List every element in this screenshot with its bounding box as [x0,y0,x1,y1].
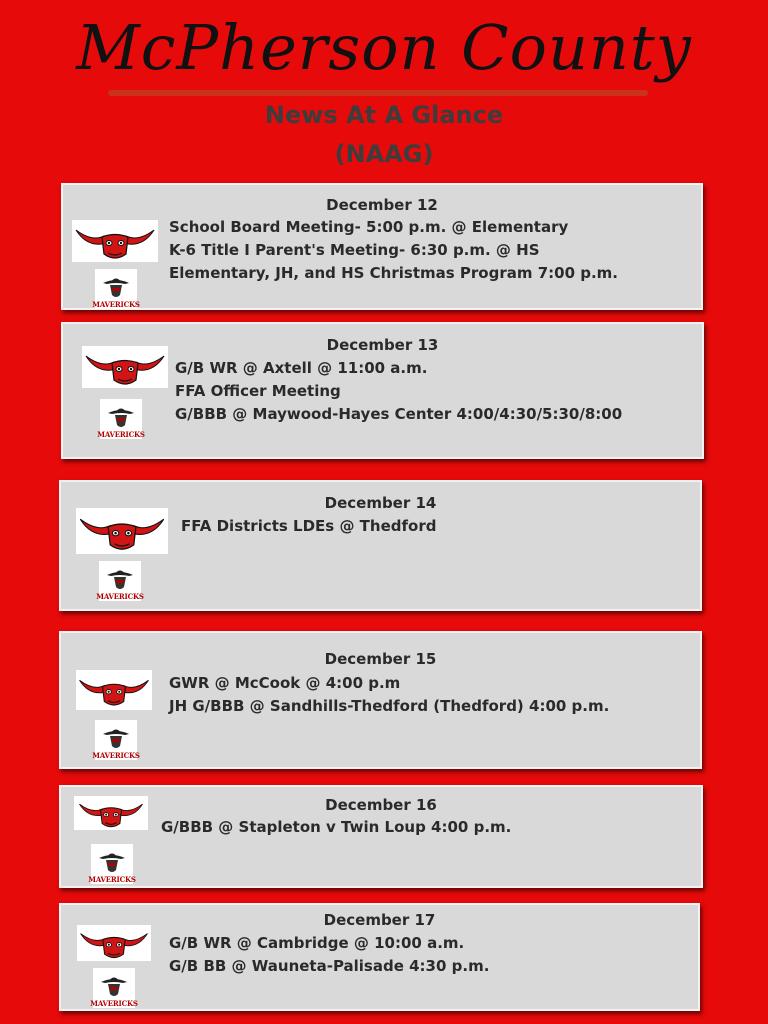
title-underline [108,90,648,96]
event-card-dec-14 [59,480,702,611]
mavericks-logo-text: MAVERICKS [88,875,136,884]
event-line: G/B BB @ Wauneta-Palisade 4:30 p.m. [169,957,490,975]
event-line: JH G/BBB @ Sandhills-Thedford (Thedford) 4:00 p.m. [169,697,610,715]
mavericks-logo-text: MAVERICKS [90,999,138,1008]
event-line: G/B WR @ Cambridge @ 10:00 a.m. [169,934,465,952]
mavericks-logo-icon [92,269,140,309]
bull-logo-icon [76,670,152,710]
page-subtitle-acronym: (NAAG) [334,140,434,168]
bull-logo-icon [77,925,151,961]
cowboy-icon [101,273,131,301]
mavericks-logo-text: MAVERICKS [92,751,140,760]
mavericks-logo-icon [88,844,136,884]
bull-icon [76,508,168,554]
event-line: K-6 Title I Parent's Meeting- 6:30 p.m. @ HS [169,241,540,259]
event-line: Elementary, JH, and HS Christmas Program 7:00 p.m. [169,264,618,282]
event-date: December 13 [326,336,439,354]
bull-logo-icon [72,220,158,262]
bull-icon [72,220,158,262]
mavericks-logo-icon [97,399,145,439]
mavericks-logo-icon [96,561,144,601]
bull-logo-icon [74,796,148,830]
event-line: G/BBB @ Stapleton v Twin Loup 4:00 p.m. [161,818,512,836]
mavericks-logo-icon [92,720,140,760]
event-card-dec-16 [59,785,703,888]
event-card-dec-17 [59,903,700,1011]
mavericks-logo-text: MAVERICKS [97,430,145,439]
event-line: G/BBB @ Maywood-Hayes Center 4:00/4:30/5:30/8:00 [175,405,623,423]
bull-logo-icon [76,508,168,554]
cowboy-icon [106,403,136,431]
event-line: G/B WR @ Axtell @ 11:00 a.m. [175,359,428,377]
event-date: December 12 [326,196,438,214]
cowboy-icon [101,724,131,752]
event-card-dec-13 [61,322,704,459]
event-line: FFA Districts LDEs @ Thedford [181,517,437,535]
event-card-dec-15 [59,631,702,769]
page-subtitle: News At A Glance [264,101,504,129]
mavericks-logo-text: MAVERICKS [96,592,144,601]
event-line: FFA Officer Meeting [175,382,341,400]
mavericks-logo-text: MAVERICKS [92,300,140,309]
event-card-dec-12 [61,183,703,310]
cowboy-icon [99,972,129,1000]
event-line: GWR @ McCook @ 4:00 p.m [169,674,401,692]
mavericks-logo-icon [90,968,138,1008]
cowboy-icon [97,848,127,876]
page-title: McPherson County [76,11,692,84]
event-date: December 16 [325,796,437,814]
event-line: School Board Meeting- 5:00 p.m. @ Elementary [169,218,569,236]
event-date: December 15 [324,650,437,668]
event-date: December 17 [323,911,436,929]
cowboy-icon [105,565,135,593]
bull-icon [82,346,168,388]
bull-icon [74,796,148,830]
bull-icon [77,925,151,961]
bull-icon [76,670,152,710]
event-date: December 14 [324,494,437,512]
bull-logo-icon [82,346,168,388]
